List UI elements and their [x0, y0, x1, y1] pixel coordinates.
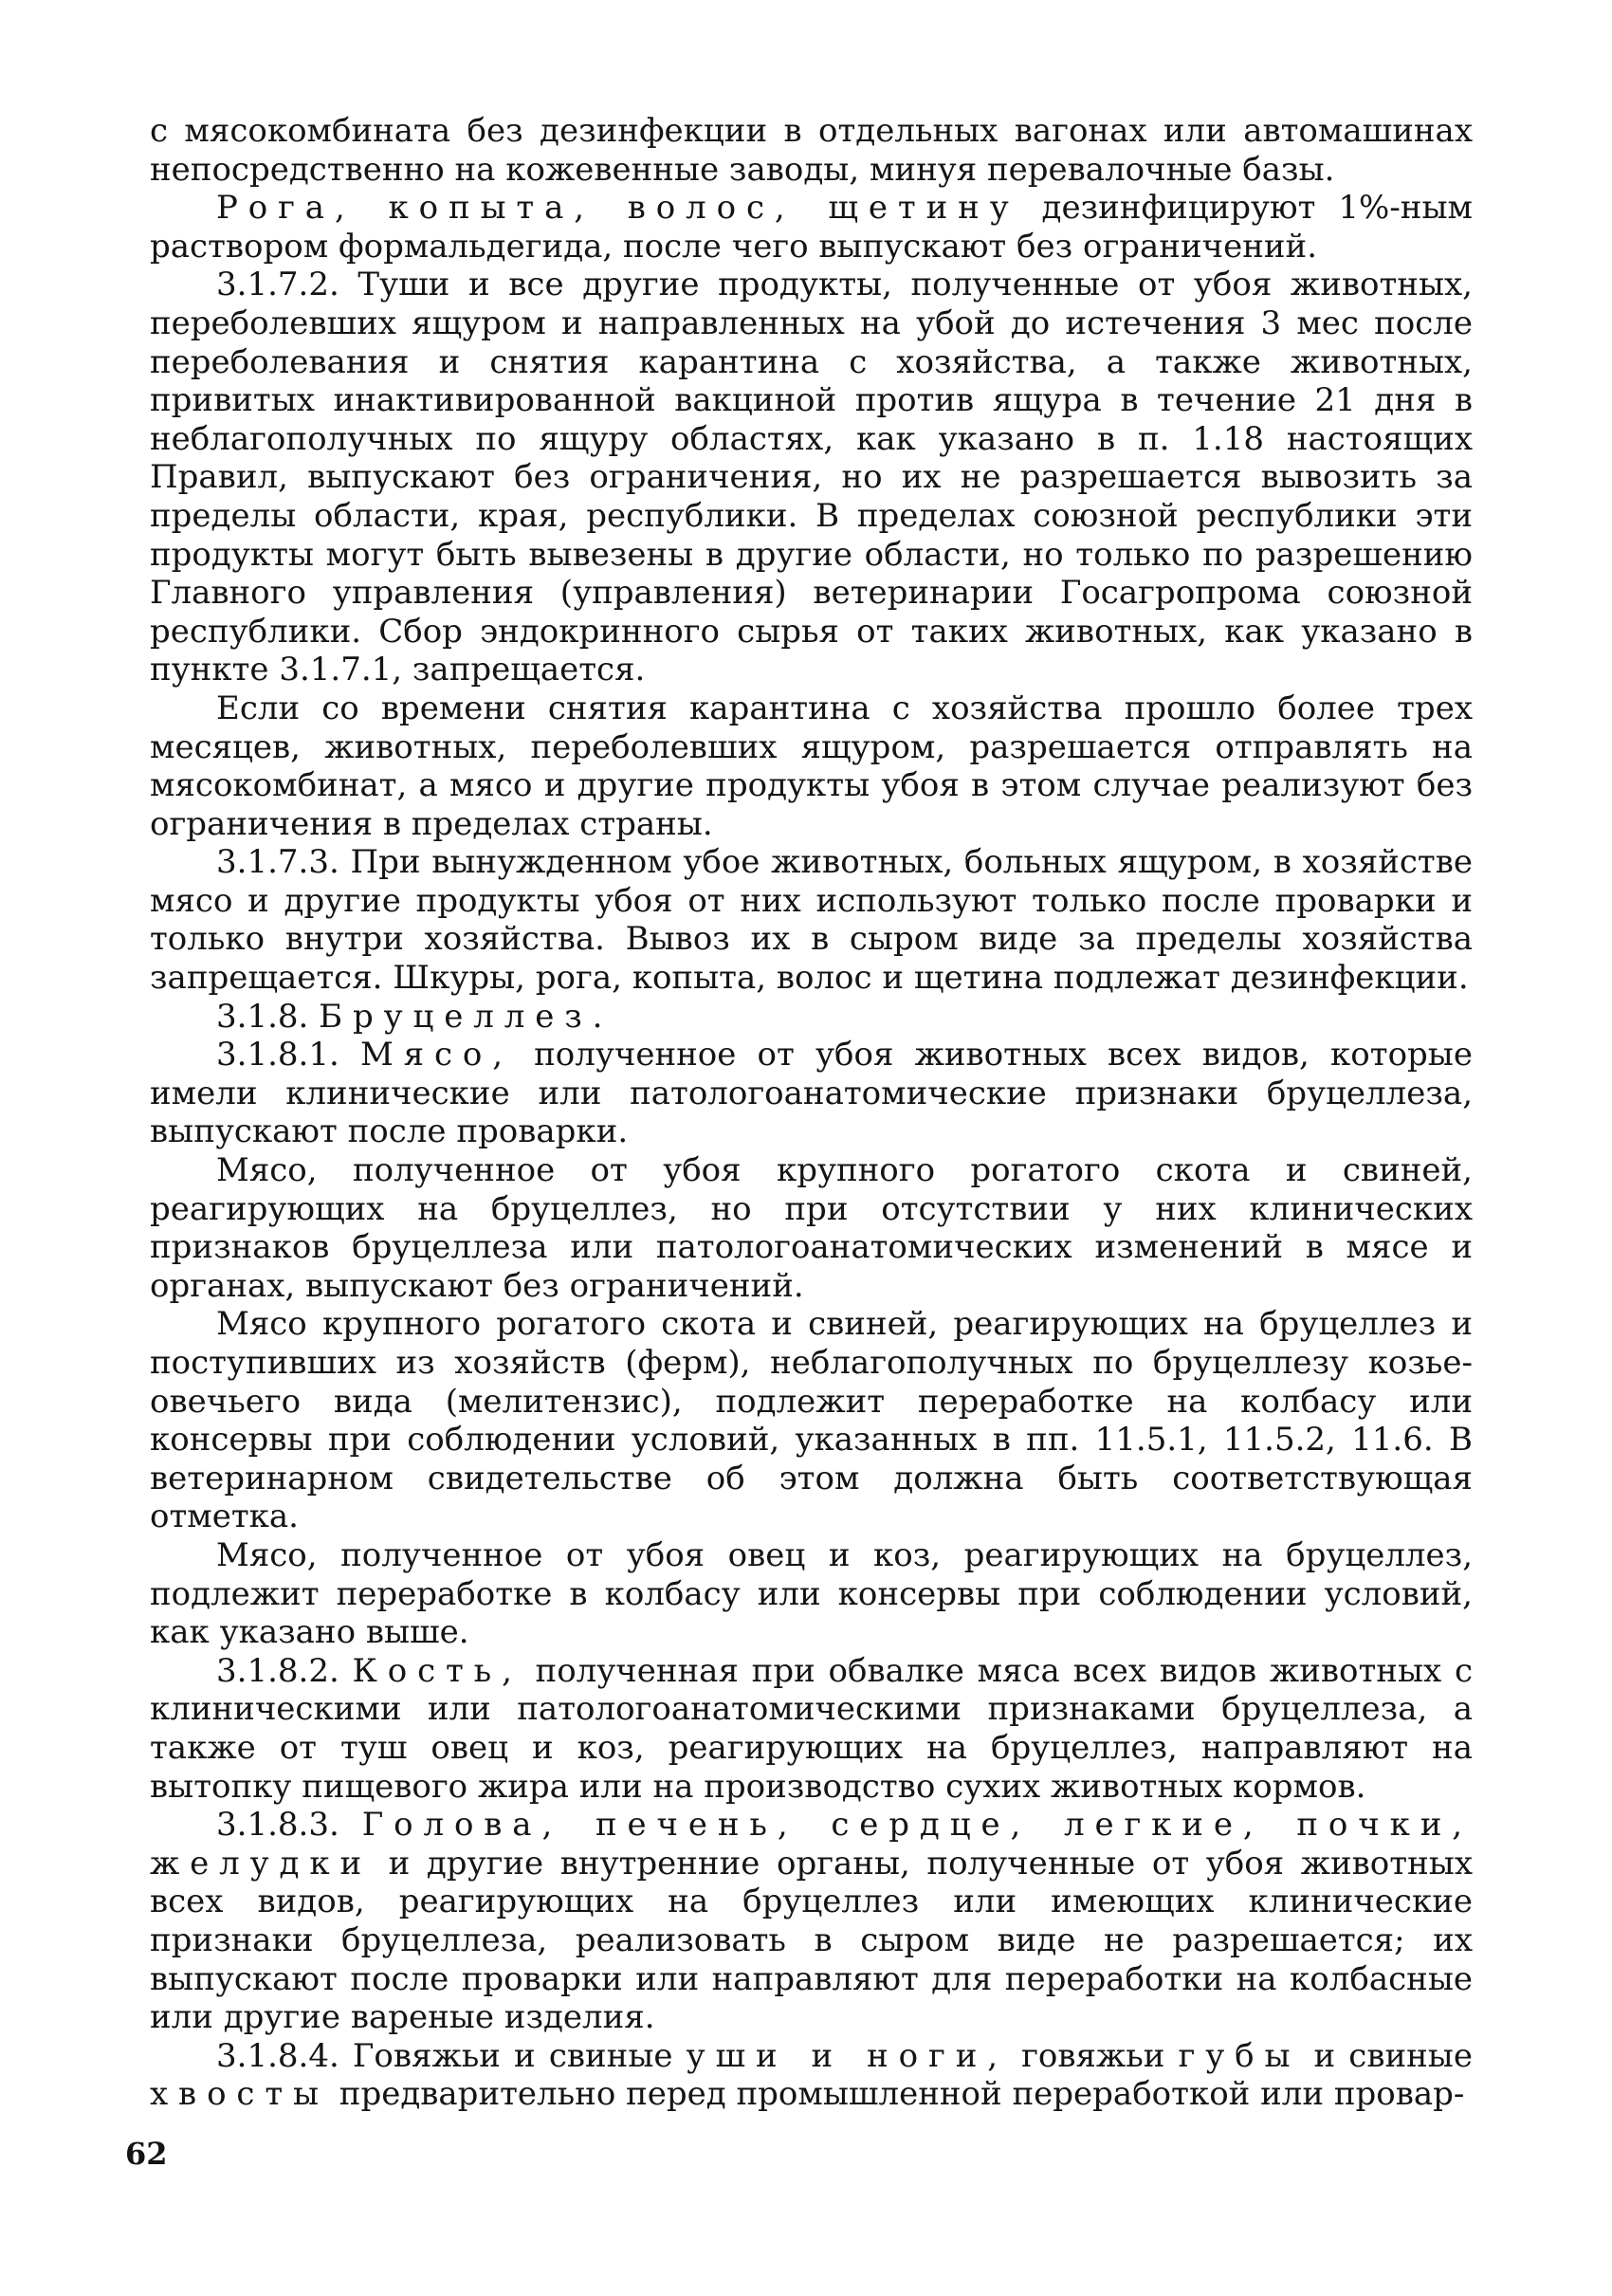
- paragraph-text: и другие внутренние органы, полученные от убоя животных всех видов, реагирующих на бруцеллез или имеющих клинические признаки бруцеллеза, реализовать в сыром виде не разрешается; их выпускают после проварки или направляют для переработки на колбасные или другие вареные изделия.: [150, 1844, 1473, 2037]
- spaced-term: Кость,: [352, 1651, 522, 1690]
- spaced-term: уши и ноги,: [686, 2036, 1008, 2075]
- paragraph-text: Если со времени снятия карантина с хозяйства прошло более трех месяцев, животных, переболевших ящуром, разрешается отправлять на мясокомбинат, а мясо и другие продукты убоя в этом случае реализуют без ограничения в пределах страны.: [150, 689, 1473, 843]
- page-body: [150, 112, 1473, 2114]
- spaced-term: Рога, копыта, волос, щетину: [216, 189, 1019, 228]
- paragraph-text: 3.1.7.2. Туши и все другие продукты, полученные от убоя животных, переболевших ящуром и направленных на убой до истечения 3 мес после переболевания и снятия карантина с хозяйства, а также животных, привитых инактивированной вакциной против ящура в течение 21 дня в неблагополучных по ящуру областях, как указано в п. 1.18 настоящих Правил, выпускают без ограничения, но их не разрешается вывозить за пределы области, края, республики. В пределах союзной республики эти продукты могут быть вывезены в другие области, но только по разрешению Главного управления (управления) ветеринарии Госагропрома союзной республики. Сбор эндокринного сырья от таких животных, как указано в пункте 3.1.7.1, запрещается.: [150, 266, 1473, 689]
- paragraph-text: 3.1.8.4. Говяжьи и свиные: [216, 2036, 687, 2075]
- spaced-term: Бруцеллез.: [319, 997, 614, 1036]
- paragraph: [150, 1806, 1473, 2037]
- paragraph: [150, 189, 1473, 266]
- spaced-term: Мясо,: [359, 1036, 513, 1075]
- paragraph: [150, 1652, 1473, 1806]
- paragraph-text: дезинфицируют 1%-ным раствором формальдегида, после чего выпускают без ограничений.: [150, 189, 1473, 266]
- paragraph-text: Мясо, полученное от убоя овец и коз, реагирующих на бруцеллез, подлежит переработке в колбасу или консервы при соблюдении условий, как указано выше.: [150, 1535, 1473, 1652]
- paragraph-text: предварительно перед промышленной переработкой или провар-: [328, 2075, 1465, 2114]
- paragraph-text: 3.1.8.: [216, 997, 320, 1036]
- paragraph: [150, 1305, 1473, 1536]
- paragraph-text: 3.1.7.3. При вынужденном убое животных, больных ящуром, в хозяйстве мясо и другие продукты убоя от них используют только после проварки и только внутри хозяйства. Вывоз их в сыром виде за пределы хозяйства запрещается. Шкуры, рога, копыта, волос и щетина подлежат дезинфекции.: [150, 843, 1473, 998]
- paragraph-text: говяжьи: [1007, 2036, 1179, 2075]
- paragraph: [150, 112, 1473, 189]
- paragraph: [150, 2037, 1473, 2114]
- paragraph: [150, 1151, 1473, 1305]
- paragraph: [150, 266, 1473, 689]
- paragraph-text: полученная при обвалке мяса всех видов животных с клиническими или патологоанатомическими признаками бруцеллеза, а также от туш овец и коз, реагирующих на бруцеллез, направляют на вытопку пищевого жира или на производство сухих животных кормов.: [150, 1651, 1473, 1806]
- paragraph: [150, 1036, 1473, 1151]
- paragraph: [150, 843, 1473, 997]
- paragraph: [150, 689, 1473, 843]
- paragraph-text: с мясокомбината без дезинфекции в отдельных вагонах или автомашинах непосредственно на кожевенные заводы, минуя перевалочные базы.: [150, 112, 1473, 189]
- page-number: 62: [125, 2136, 168, 2172]
- paragraph-text: полученное от убоя животных всех видов, которые имели клинические или патологоанатомические признаки бруцеллеза, выпускают после проварки.: [150, 1036, 1473, 1151]
- paragraph-text: и свиные: [1300, 2036, 1473, 2075]
- paragraph: [150, 1536, 1473, 1652]
- paragraph: [150, 998, 1473, 1037]
- spaced-term: хвосты: [150, 2075, 329, 2114]
- spaced-term: Голова, печень, сердце, легкие, почки, желудки: [150, 1806, 1473, 1883]
- paragraph-text: 3.1.8.1.: [216, 1036, 360, 1075]
- spaced-term: губы: [1178, 2036, 1301, 2075]
- paragraph-text: Мясо крупного рогатого скота и свиней, реагирующих на бруцеллез и поступивших из хозяйств (ферм), неблагополучных по бруцеллезу козье-овечьего вида (мелитензис), подлежит переработке на колбасу или консервы при соблюдении условий, указанных в пп. 11.5.1, 11.5.2, 11.6. В ветеринарном свидетельстве об этом должна быть соответствующая отметка.: [150, 1305, 1473, 1536]
- paragraph-text: 3.1.8.2.: [216, 1651, 353, 1690]
- paragraph-text: Мясо, полученное от убоя крупного рогатого скота и свиней, реагирующих на бруцеллез, но при отсутствии у них клинических признаков бруцеллеза или патологоанатомических изменений в мясе и органах, выпускают без ограничений.: [150, 1151, 1473, 1305]
- paragraph-text: 3.1.8.3.: [216, 1806, 362, 1845]
